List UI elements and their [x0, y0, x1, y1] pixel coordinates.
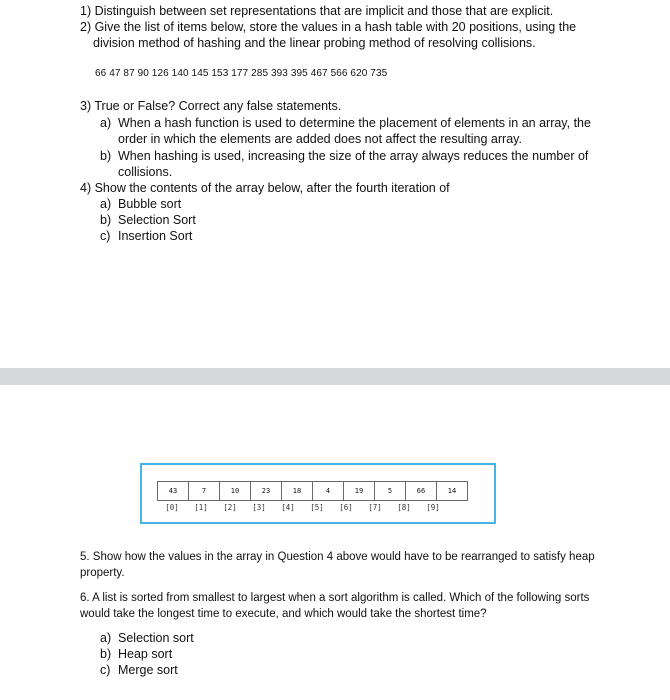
array-figure [140, 463, 496, 524]
question-2-line-1: 2) Give the list of items below, store the values in a hash table with 20 positions, using the [80, 20, 577, 34]
question-3b-line-2: collisions. [118, 165, 173, 179]
array-cell-9: 14 [436, 481, 468, 501]
question-6c-text: Merge sort [118, 663, 178, 677]
question-4c-label: c) [100, 229, 111, 243]
array-cell-7: 5 [374, 481, 406, 501]
array-cell-3: 23 [250, 481, 282, 501]
array-cell-5: 4 [312, 481, 344, 501]
array-cell-8: 66 [405, 481, 437, 501]
question-3b-label: b) [100, 149, 112, 163]
array-index-7: [7] [368, 503, 382, 512]
question-6b-label: b) [100, 647, 112, 661]
question-4b-text: Selection Sort [118, 213, 196, 227]
question-4c-text: Insertion Sort [118, 229, 193, 243]
array-cells [157, 481, 468, 501]
array-index-0: [0] [165, 503, 179, 512]
hash-values-list: 66 47 87 90 126 140 145 153 177 285 393 395 467 566 620 735 [95, 68, 388, 79]
question-6c-label: c) [100, 663, 111, 677]
question-4b-label: b) [100, 213, 112, 227]
question-5-line-1: 5. Show how the values in the array in Question 4 above would have to be rearranged to satisfy heap [80, 551, 595, 563]
question-3b-line-1: When hashing is used, increasing the size of the array always reduces the number of [118, 149, 589, 163]
array-index-9: [9] [426, 503, 440, 512]
array-index-3: [3] [252, 503, 266, 512]
array-cell-2: 10 [219, 481, 251, 501]
array-cell-6: 19 [343, 481, 375, 501]
array-cell-4: 18 [281, 481, 313, 501]
question-2-line-2: division method of hashing and the linear probing method of resolving collisions. [93, 36, 536, 50]
question-6b-text: Heap sort [118, 647, 173, 661]
question-4a-label: a) [100, 197, 112, 211]
question-6a-text: Selection sort [118, 631, 194, 645]
array-index-8: [8] [397, 503, 411, 512]
question-3a-line-2: order in which the elements are added does not affect the resulting array. [118, 132, 522, 146]
array-index-6: [6] [339, 503, 353, 512]
array-index-4: [4] [281, 503, 295, 512]
question-1: 1) Distinguish between set representations that are implicit and those that are explicit. [80, 4, 554, 18]
array-cell-0: 43 [157, 481, 189, 501]
array-index-5: [5] [310, 503, 324, 512]
question-3-title: 3) True or False? Correct any false statements. [80, 99, 342, 113]
question-6a-label: a) [100, 631, 112, 645]
question-4-title: 4) Show the contents of the array below, after the fourth iteration of [80, 181, 450, 195]
array-index-1: [1] [194, 503, 208, 512]
question-4a-text: Bubble sort [118, 197, 182, 211]
array-cell-1: 7 [188, 481, 220, 501]
question-6-line-2: would take the longest time to execute, and which would take the shortest time? [80, 608, 487, 620]
question-3a-line-1: When a hash function is used to determine the placement of elements in an array, the [118, 116, 591, 130]
page-separator [0, 368, 670, 385]
question-6-line-1: 6. A list is sorted from smallest to largest when a sort algorithm is called. Which of the following sorts [80, 592, 590, 604]
question-3a-label: a) [100, 116, 112, 130]
question-5-line-2: property. [80, 567, 125, 579]
array-indices [157, 503, 448, 512]
array-index-2: [2] [223, 503, 237, 512]
